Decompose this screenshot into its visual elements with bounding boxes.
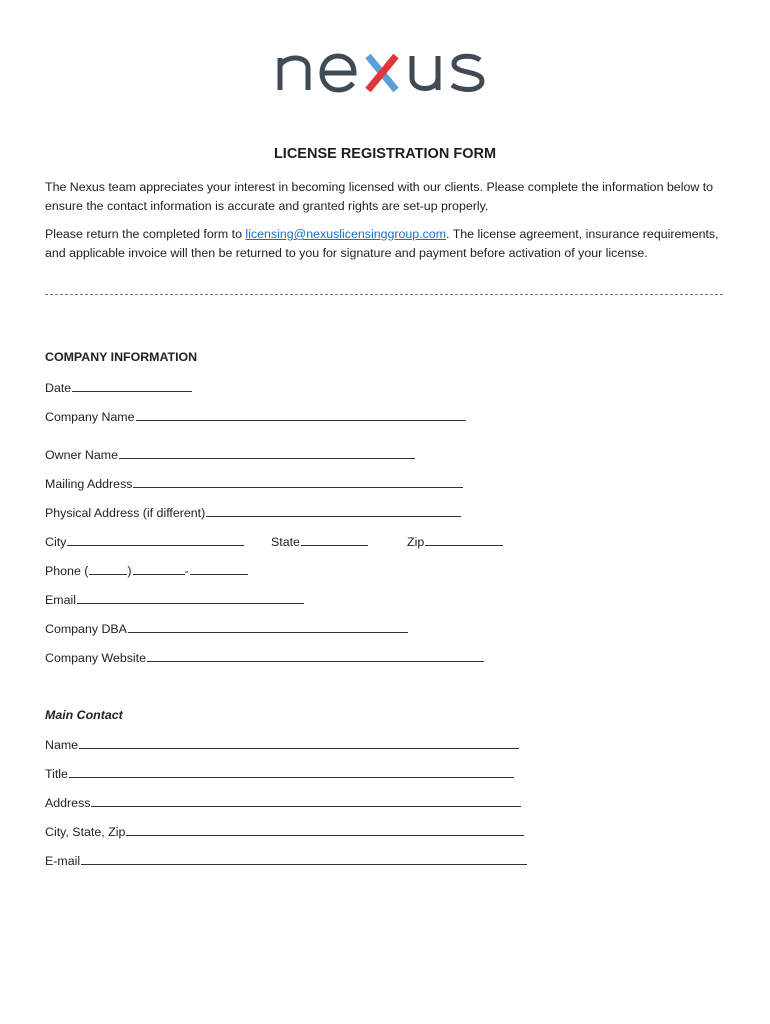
date-field[interactable] — [45, 380, 192, 395]
contact-name-label: Name — [45, 738, 79, 752]
owner-name-label: Owner Name — [45, 448, 118, 462]
phone-field[interactable] — [45, 563, 248, 578]
email-field[interactable] — [45, 592, 304, 607]
physical-address-label: Physical Address (if different) — [45, 506, 206, 520]
contact-name-field[interactable] — [45, 737, 519, 752]
city-label: City — [45, 535, 67, 549]
company-name-field[interactable] — [45, 409, 466, 424]
state-field[interactable] — [271, 534, 368, 549]
company-dba-field[interactable] — [45, 621, 408, 636]
physical-address-field[interactable] — [45, 505, 461, 520]
city-field[interactable] — [45, 534, 244, 549]
contact-title-label: Title — [45, 767, 68, 781]
date-label: Date — [45, 381, 72, 395]
return-prefix: Please return the completed form to — [45, 227, 246, 241]
intro-paragraph: The Nexus team appreciates your interest in becoming licensed with our clients. Please complete the information below to ensure the contact information is accurate and granted rights are set-up properly. — [45, 180, 714, 213]
state-label: State — [271, 535, 300, 549]
company-name-label: Company Name — [45, 410, 135, 424]
contact-title-field[interactable] — [45, 766, 514, 781]
phone-paren: ) — [127, 564, 132, 578]
mailing-address-field[interactable] — [45, 476, 463, 491]
company-website-label: Company Website — [45, 651, 147, 665]
return-paragraph — [45, 225, 730, 263]
licensing-email-link[interactable]: licensing@nexuslicensinggroup.com — [245, 227, 447, 241]
phone-label: Phone ( — [45, 564, 89, 578]
contact-address-label: Address — [45, 796, 91, 810]
form-title: LICENSE REGISTRATION FORM — [273, 146, 497, 162]
owner-name-field[interactable] — [45, 447, 415, 462]
company-website-field[interactable] — [45, 650, 484, 665]
phone-dash: - — [184, 564, 189, 578]
contact-city-state-zip-field[interactable] — [45, 824, 524, 839]
nexus-logo — [276, 38, 494, 96]
zip-label: Zip — [407, 535, 425, 549]
company-dba-label: Company DBA — [45, 622, 127, 636]
contact-city-state-zip-label: City, State, Zip — [45, 825, 126, 839]
contact-email-field[interactable] — [45, 853, 527, 868]
zip-field[interactable] — [407, 534, 503, 549]
contact-email-label: E-mail — [45, 854, 81, 868]
dashed-divider — [45, 294, 723, 295]
contact-address-field[interactable] — [45, 795, 521, 810]
mailing-address-label: Mailing Address — [45, 477, 133, 491]
email-label: Email — [45, 593, 76, 607]
main-contact-heading: Main Contact — [45, 708, 123, 722]
company-information-heading: COMPANY INFORMATION — [45, 350, 198, 364]
return-suffix: . The license agreement, insurance requirements, and applicable invoice will then be returned to you for signature and payment before activation of your license. — [45, 227, 719, 260]
